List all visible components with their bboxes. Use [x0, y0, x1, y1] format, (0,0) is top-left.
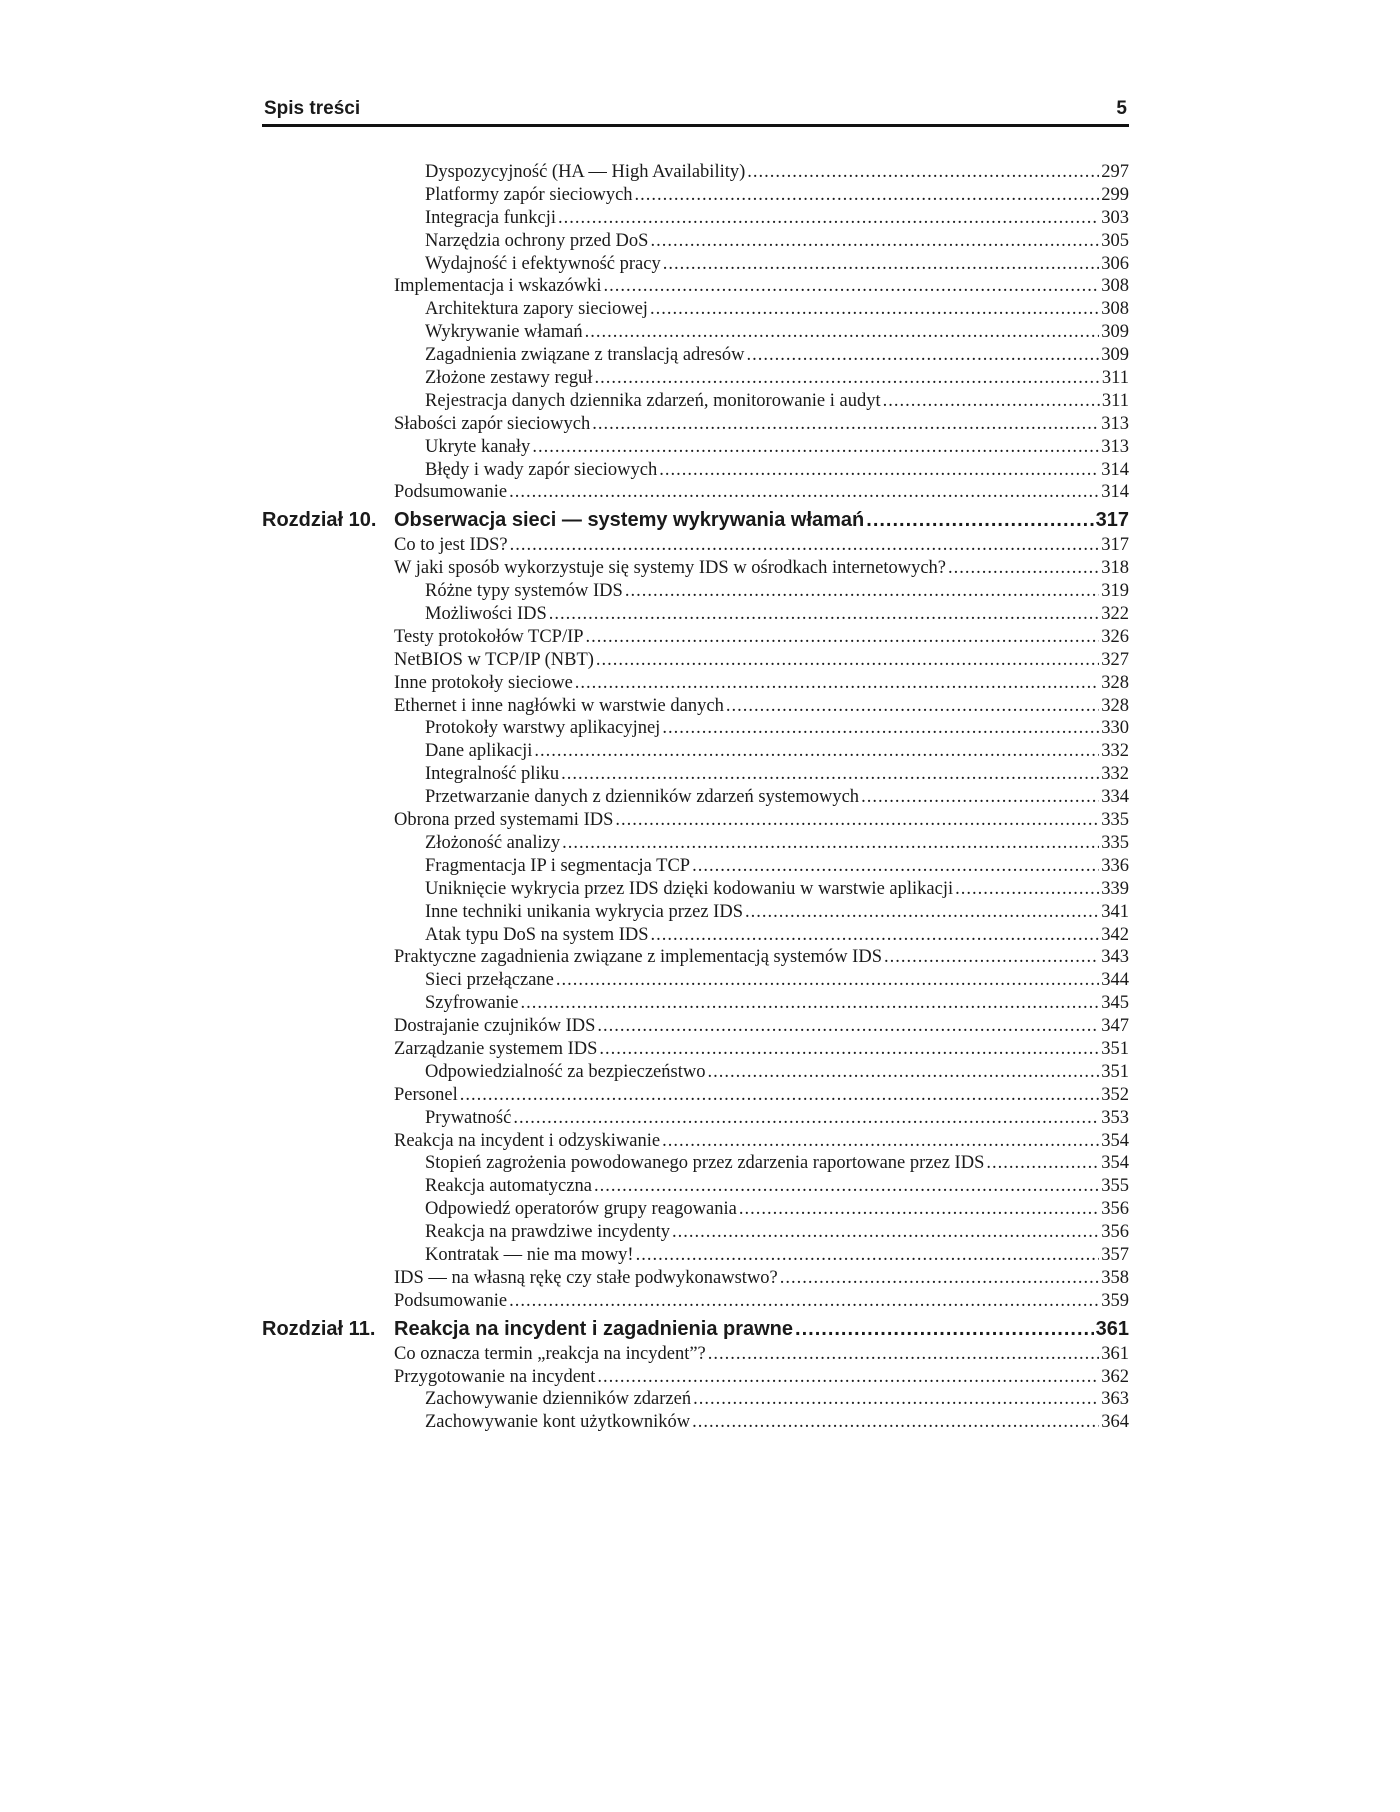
dot-leader: [708, 1343, 1099, 1366]
entry-title: Przygotowanie na incydent: [394, 1366, 596, 1387]
entry-page-number: 347: [1101, 1016, 1129, 1037]
dot-leader: [575, 672, 1099, 695]
entry-page-number: 356: [1101, 1222, 1129, 1243]
entry-page-number: 309: [1101, 345, 1129, 366]
entry-title: Odpowiedzialność za bezpieczeństwo: [425, 1061, 706, 1082]
entry-title: Fragmentacja IP i segmentacja TCP: [425, 855, 691, 876]
header-title: Spis treści: [264, 98, 361, 119]
entry-title: Integracja funkcji: [425, 207, 556, 228]
toc-section-entry: [262, 1267, 1129, 1290]
dot-leader: [726, 695, 1099, 718]
entry-page-number: 326: [1101, 626, 1129, 647]
toc-section-entry: [262, 626, 1129, 649]
toc-subsection-entry: [262, 1221, 1129, 1244]
toc-subsection-entry: [262, 459, 1129, 482]
entry-title: Praktyczne zagadnienia związane z implementacją systemów IDS: [394, 947, 882, 968]
dot-leader: [745, 901, 1099, 924]
header-page-number: 5: [1116, 98, 1127, 119]
dot-leader: [521, 992, 1100, 1015]
entry-title: Wykrywanie włamań: [425, 322, 583, 343]
entry-title: Zachowywanie kont użytkowników: [425, 1412, 691, 1433]
entry-page-number: 354: [1101, 1130, 1129, 1151]
toc-subsection-entry: [262, 344, 1129, 367]
toc-section-entry: [262, 557, 1129, 580]
entry-page-number: 361: [1101, 1343, 1129, 1364]
dot-leader: [562, 832, 1099, 855]
dot-leader: [636, 1244, 1100, 1267]
dot-leader: [635, 184, 1100, 207]
dot-leader: [662, 1130, 1099, 1153]
toc-subsection-entry: [262, 161, 1129, 184]
dot-leader: [594, 1175, 1099, 1198]
entry-page-number: 351: [1101, 1061, 1129, 1082]
toc-subsection-entry: [262, 390, 1129, 413]
entry-title: Rejestracja danych dziennika zdarzeń, monitorowanie i audyt: [425, 390, 881, 411]
dot-leader: [746, 344, 1099, 367]
entry-page-number: 314: [1101, 482, 1129, 503]
toc-subsection-entry: [262, 253, 1129, 276]
dot-leader: [692, 1411, 1099, 1434]
toc-subsection-entry: [262, 924, 1129, 947]
entry-title: Złożoność analizy: [425, 832, 561, 853]
entry-page-number: 306: [1101, 253, 1129, 274]
toc-section-entry: [262, 1343, 1129, 1366]
dot-leader: [650, 298, 1099, 321]
entry-title: Szyfrowanie: [425, 993, 519, 1014]
toc-section-entry: [262, 1038, 1129, 1061]
dot-leader: [513, 1107, 1099, 1130]
toc-subsection-entry: [262, 832, 1129, 855]
entry-page-number: 343: [1101, 947, 1129, 968]
entry-title: Obserwacja sieci — systemy wykrywania włamań: [394, 509, 865, 532]
dot-leader: [532, 436, 1099, 459]
entry-title: Ukryte kanały: [425, 436, 531, 457]
entry-title: Dyspozycyjność (HA — High Availability): [425, 162, 746, 182]
entry-title: Dane aplikacji: [425, 741, 533, 762]
entry-page-number: 339: [1101, 878, 1129, 899]
toc-chapter-entry: [262, 1317, 1129, 1342]
dot-leader: [586, 626, 1100, 649]
toc-subsection-entry: [262, 1107, 1129, 1130]
toc-subsection-entry: [262, 1411, 1129, 1434]
entry-title: Uniknięcie wykrycia przez IDS dzięki kodowaniu w warstwie aplikacji: [425, 878, 954, 899]
dot-leader: [747, 161, 1099, 184]
toc-subsection-entry: [262, 321, 1129, 344]
entry-page-number: 313: [1101, 413, 1129, 434]
toc-chapter-entry: [262, 508, 1129, 533]
entry-page-number: 311: [1101, 368, 1129, 389]
toc-section-entry: [262, 946, 1129, 969]
entry-page-number: 314: [1101, 459, 1129, 480]
entry-page-number: 305: [1101, 230, 1129, 251]
dot-leader: [883, 390, 1100, 413]
dot-leader: [549, 603, 1099, 626]
entry-title: Podsumowanie: [394, 482, 508, 503]
entry-title: Testy protokołów TCP/IP: [394, 626, 584, 647]
toc-subsection-entry: [262, 992, 1129, 1015]
entry-title: Zachowywanie dzienników zdarzeń: [425, 1389, 692, 1410]
entry-title: Narzędzia ochrony przed DoS: [425, 230, 649, 251]
entry-page-number: 363: [1101, 1389, 1129, 1410]
toc-subsection-entry: [262, 763, 1129, 786]
dot-leader: [693, 1388, 1099, 1411]
entry-title: Odpowiedź operatorów grupy reagowania: [425, 1199, 737, 1220]
dot-leader: [592, 413, 1099, 436]
entry-title: Zarządzanie systemem IDS: [394, 1038, 598, 1059]
entry-page-number: 345: [1101, 993, 1129, 1014]
entry-title: NetBIOS w TCP/IP (NBT): [394, 649, 594, 670]
entry-title: Złożone zestawy reguł: [425, 368, 593, 389]
toc-subsection-entry: [262, 717, 1129, 740]
entry-page-number: 334: [1101, 787, 1129, 808]
entry-title: W jaki sposób wykorzystuje się systemy IDS w ośrodkach internetowych?: [394, 558, 946, 579]
toc-section-entry: [262, 534, 1129, 557]
dot-leader: [663, 253, 1100, 276]
dot-leader: [707, 1061, 1099, 1084]
toc-subsection-entry: [262, 1388, 1129, 1411]
dot-leader: [948, 557, 1099, 580]
dot-leader: [659, 459, 1099, 482]
dot-leader: [986, 1152, 1099, 1175]
entry-page-number: 317: [1101, 535, 1129, 556]
entry-page-number: 336: [1101, 855, 1129, 876]
toc-section-entry: [262, 481, 1129, 504]
entry-title: Atak typu DoS na system IDS: [425, 924, 649, 945]
entry-title: Co to jest IDS?: [394, 535, 508, 556]
toc-subsection-entry: [262, 969, 1129, 992]
dot-leader: [509, 1290, 1099, 1313]
dot-leader: [509, 481, 1099, 504]
entry-title: Co oznacza termin „reakcja na incydent”?: [394, 1343, 706, 1364]
dot-leader: [662, 717, 1099, 740]
entry-page-number: 357: [1101, 1244, 1129, 1265]
entry-title: Sieci przełączane: [425, 970, 554, 991]
entry-page-number: 318: [1101, 558, 1129, 579]
entry-title: IDS — na własną rękę czy stałe podwykonawstwo?: [394, 1267, 778, 1288]
dot-leader: [561, 763, 1099, 786]
toc-subsection-entry: [262, 786, 1129, 809]
entry-title: Implementacja i wskazówki: [394, 276, 602, 297]
entry-page-number: 322: [1101, 604, 1129, 625]
toc-section-entry: [262, 1084, 1129, 1107]
entry-page-number: 359: [1101, 1290, 1129, 1311]
toc-section-entry: [262, 1290, 1129, 1313]
toc-subsection-entry: [262, 878, 1129, 901]
dot-leader: [884, 946, 1099, 969]
entry-page-number: 351: [1101, 1038, 1129, 1059]
entry-title: Przetwarzanie danych z dzienników zdarzeń systemowych: [425, 787, 860, 808]
dot-leader: [625, 580, 1099, 603]
entry-page-number: 328: [1101, 672, 1129, 693]
toc-subsection-entry: [262, 1061, 1129, 1084]
toc-section-entry: [262, 1015, 1129, 1038]
dot-leader: [615, 809, 1099, 832]
dot-leader: [795, 1317, 1094, 1342]
entry-title: Kontratak — nie ma mowy!: [425, 1244, 634, 1265]
dot-leader: [861, 786, 1099, 809]
entry-title: Personel: [394, 1084, 458, 1105]
entry-title: Słabości zapór sieciowych: [394, 413, 591, 434]
toc-subsection-entry: [262, 855, 1129, 878]
entry-page-number: 308: [1101, 276, 1129, 297]
dot-leader: [780, 1267, 1099, 1290]
entry-title: Integralność pliku: [425, 764, 560, 785]
entry-page-number: 335: [1101, 810, 1129, 831]
entry-page-number: 313: [1101, 436, 1129, 457]
entry-page-number: 317: [1095, 509, 1129, 532]
toc-subsection-entry: [262, 603, 1129, 626]
entry-page-number: 309: [1101, 322, 1129, 343]
entry-page-number: 299: [1101, 184, 1129, 205]
entry-title: Różne typy systemów IDS: [425, 581, 623, 602]
entry-title: Dostrajanie czujników IDS: [394, 1016, 596, 1037]
entry-page-number: 297: [1101, 162, 1129, 182]
chapter-number: Rozdział 11.: [262, 1317, 376, 1340]
dot-leader: [597, 1015, 1099, 1038]
toc-section-entry: [262, 809, 1129, 832]
entry-title: Zagadnienia związane z translacją adresów: [425, 345, 745, 366]
dot-leader: [510, 534, 1100, 557]
entry-page-number: 361: [1095, 1317, 1129, 1340]
entry-page-number: 341: [1101, 901, 1129, 922]
entry-page-number: 319: [1101, 581, 1129, 602]
toc-subsection-entry: [262, 184, 1129, 207]
toc-section-entry: [262, 1366, 1129, 1389]
entry-page-number: 362: [1101, 1366, 1129, 1387]
entry-title: Błędy i wady zapór sieciowych: [425, 459, 658, 480]
dot-leader: [604, 275, 1100, 298]
entry-page-number: 342: [1101, 924, 1129, 945]
entry-page-number: 358: [1101, 1267, 1129, 1288]
entry-title: Protokoły warstwy aplikacyjnej: [425, 718, 661, 739]
dot-leader: [558, 207, 1099, 230]
toc-subsection-entry: [262, 1175, 1129, 1198]
dot-leader: [460, 1084, 1100, 1107]
chapter-number: Rozdział 10.: [262, 509, 377, 532]
entry-page-number: 344: [1101, 970, 1129, 991]
entry-page-number: 356: [1101, 1199, 1129, 1220]
entry-page-number: 332: [1101, 764, 1129, 785]
toc-subsection-entry: [262, 901, 1129, 924]
dot-leader: [692, 855, 1099, 878]
entry-title: Podsumowanie: [394, 1290, 508, 1311]
entry-title: Inne techniki unikania wykrycia przez IDS: [425, 901, 743, 922]
entry-page-number: 327: [1101, 649, 1129, 670]
dot-leader: [672, 1221, 1099, 1244]
toc-subsection-entry: [262, 298, 1129, 321]
dot-leader: [585, 321, 1100, 344]
dot-leader: [556, 969, 1099, 992]
entry-page-number: 303: [1101, 207, 1129, 228]
running-header: [262, 96, 1129, 127]
entry-page-number: 328: [1101, 695, 1129, 716]
toc-subsection-entry: [262, 1152, 1129, 1175]
entry-title: Reakcja na prawdziwe incydenty: [425, 1222, 671, 1243]
dot-leader: [599, 1038, 1099, 1061]
dot-leader: [739, 1198, 1099, 1221]
dot-leader: [534, 740, 1099, 763]
toc-section-entry: [262, 695, 1129, 718]
dot-leader: [596, 649, 1099, 672]
toc-section-entry: [262, 1130, 1129, 1153]
dot-leader: [594, 367, 1099, 390]
table-of-contents: [262, 161, 1129, 1434]
entry-title: Możliwości IDS: [425, 604, 547, 625]
dot-leader: [866, 508, 1093, 533]
toc-section-entry: [262, 275, 1129, 298]
dot-leader: [955, 878, 1099, 901]
entry-title: Obrona przed systemami IDS: [394, 810, 614, 831]
entry-title: Architektura zapory sieciowej: [425, 299, 648, 320]
toc-subsection-entry: [262, 436, 1129, 459]
entry-title: Platformy zapór sieciowych: [425, 184, 633, 205]
toc-section-entry: [262, 413, 1129, 436]
entry-title: Wydajność i efektywność pracy: [425, 253, 661, 274]
entry-title: Inne protokoły sieciowe: [394, 672, 573, 693]
entry-title: Reakcja automatyczna: [425, 1176, 592, 1197]
entry-page-number: 355: [1101, 1176, 1129, 1197]
entry-page-number: 353: [1101, 1107, 1129, 1128]
entry-page-number: 354: [1101, 1153, 1129, 1174]
dot-leader: [650, 230, 1099, 253]
entry-page-number: 335: [1101, 832, 1129, 853]
entry-title: Stopień zagrożenia powodowanego przez zdarzenia raportowane przez IDS: [425, 1153, 985, 1174]
entry-title: Reakcja na incydent i odzyskiwanie: [394, 1130, 661, 1151]
entry-page-number: 308: [1101, 299, 1129, 320]
entry-page-number: 332: [1101, 741, 1129, 762]
toc-subsection-entry: [262, 740, 1129, 763]
dot-leader: [597, 1366, 1099, 1389]
toc-subsection-entry: [262, 207, 1129, 230]
toc-subsection-entry: [262, 1244, 1129, 1267]
toc-subsection-entry: [262, 230, 1129, 253]
toc-subsection-entry: [262, 580, 1129, 603]
entry-page-number: 364: [1101, 1412, 1129, 1433]
entry-page-number: 352: [1101, 1084, 1129, 1105]
toc-section-entry: [262, 672, 1129, 695]
entry-page-number: 330: [1101, 718, 1129, 739]
entry-page-number: 311: [1101, 390, 1129, 411]
dot-leader: [651, 924, 1100, 947]
toc-section-entry: [262, 649, 1129, 672]
entry-title: Ethernet i inne nagłówki w warstwie danych: [394, 695, 724, 716]
entry-title: Reakcja na incydent i zagadnienia prawne: [394, 1317, 794, 1340]
entry-title: Prywatność: [425, 1107, 512, 1128]
toc-subsection-entry: [262, 1198, 1129, 1221]
toc-subsection-entry: [262, 367, 1129, 390]
